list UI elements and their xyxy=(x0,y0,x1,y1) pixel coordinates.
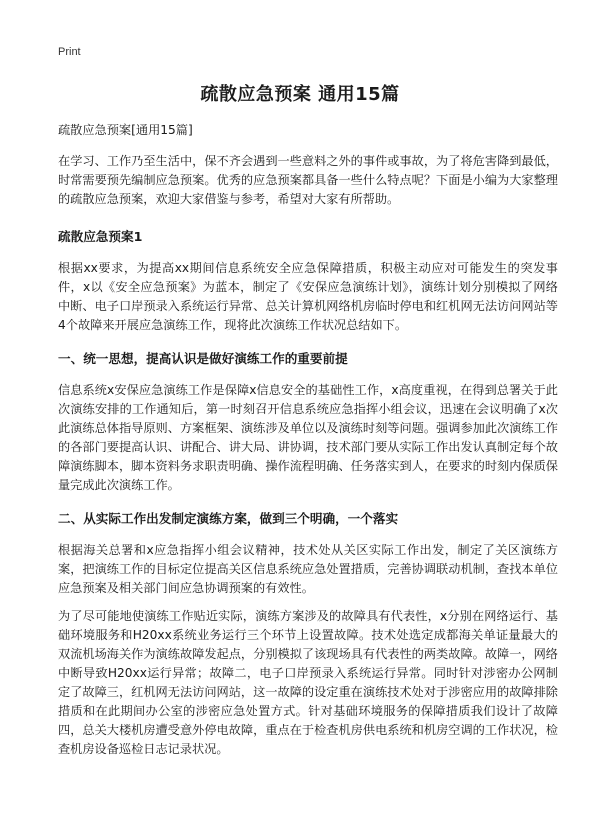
paragraph-two-a: 根据海关总署和x应急指挥小组会议精神，技术处从关区实际工作出发，制定了关区演练方案，把演练工作的目标定位提高关区信息系统应急处置措质，完善协调联动机制，查找本单位应急预案及相关部门间应急协调预案的有效性。 xyxy=(58,543,558,595)
paragraph-two-b: 为了尽可能地使演练工作贴近实际，演练方案涉及的故障具有代表性，x分别在网络运行、基础环境服务和H20xx系统业务运行三个环节上设置故障。技术处选定成都海关单证量最大的双流机场海关作为演练故障发起点，分别模拟了该现场具有代表性的两类故障。故障一，网络中断导致H20xx运行异常；故障二，电子口岸预录入系统运行异常。同时针对涉密办公网制定了故障三，红机网无法访问网站，这一故障的设定重在演练技术处对于涉密应用的故障排除措质和在此期间办公室的涉密应急处置方式。针对基础环境服务的保障措质我们设计了故障四，总关大楼机房遭受意外停电故障，重点在于检查机房供电系统和机房空调的工作状况，检查机房设备巡检日志记录状况。 xyxy=(58,609,558,756)
document-subtitle: 疏散应急预案[通用15篇] xyxy=(58,123,193,137)
document-body xyxy=(58,121,558,768)
section-heading-two: 二、从实际工作出发制定演练方案，做到三个明确，一个落实 xyxy=(58,511,399,526)
print-label[interactable]: Print xyxy=(58,46,81,58)
paragraph-one: 信息系统x安保应急演练工作是保障x信息安全的基础性工作，x高度重视，在得到总署关于此次演练安排的工作通知后，第一时刻召开信息系统应急指挥小组会议，迅速在会议明确了x次此演练总体指导原则、方案框架、演练涉及单位以及演练时刻等问题。强调参加此次演练工作的各部门要提高认识、讲配合、讲大局、讲协调，技术部门要从实际工作出发认真制定每个故障演练脚本，脚本资料务求职责明确、操作流程明确、任务落实到人，在要求的时刻内保质保量完成此次演练工作。 xyxy=(58,383,558,492)
section-heading: 疏散应急预案1 xyxy=(58,229,143,244)
section-heading-one: 一、统一思想，提高认识是做好演练工作的重要前提 xyxy=(58,351,348,366)
section-paragraph: 根据xx要求，为提高xx期间信息系统安全应急保障措质，积极主动应对可能发生的突发事件，x以《安全应急预案》为蓝本，制定了《安保应急演练计划》，演练计划分别模拟了网络中断、电子口岸预录入系统运行异常、总关计算机网络机房临时停电和红机网无法访问网站等4个故障来开展应急演练工作，现将此次演练工作状况总结如下。 xyxy=(58,261,558,332)
page-title: 疏散应急预案 通用15篇 xyxy=(200,84,400,105)
intro-paragraph: 在学习、工作乃至生活中，保不齐会遇到一些意料之外的事件或事故，为了将危害降到最低，时常需要预先编制应急预案。优秀的应急预案都具备一些什么特点呢？下面是小编为大家整理的疏散应急预案，欢迎大家借鉴与参考，希望对大家有所帮助。 xyxy=(58,154,558,206)
